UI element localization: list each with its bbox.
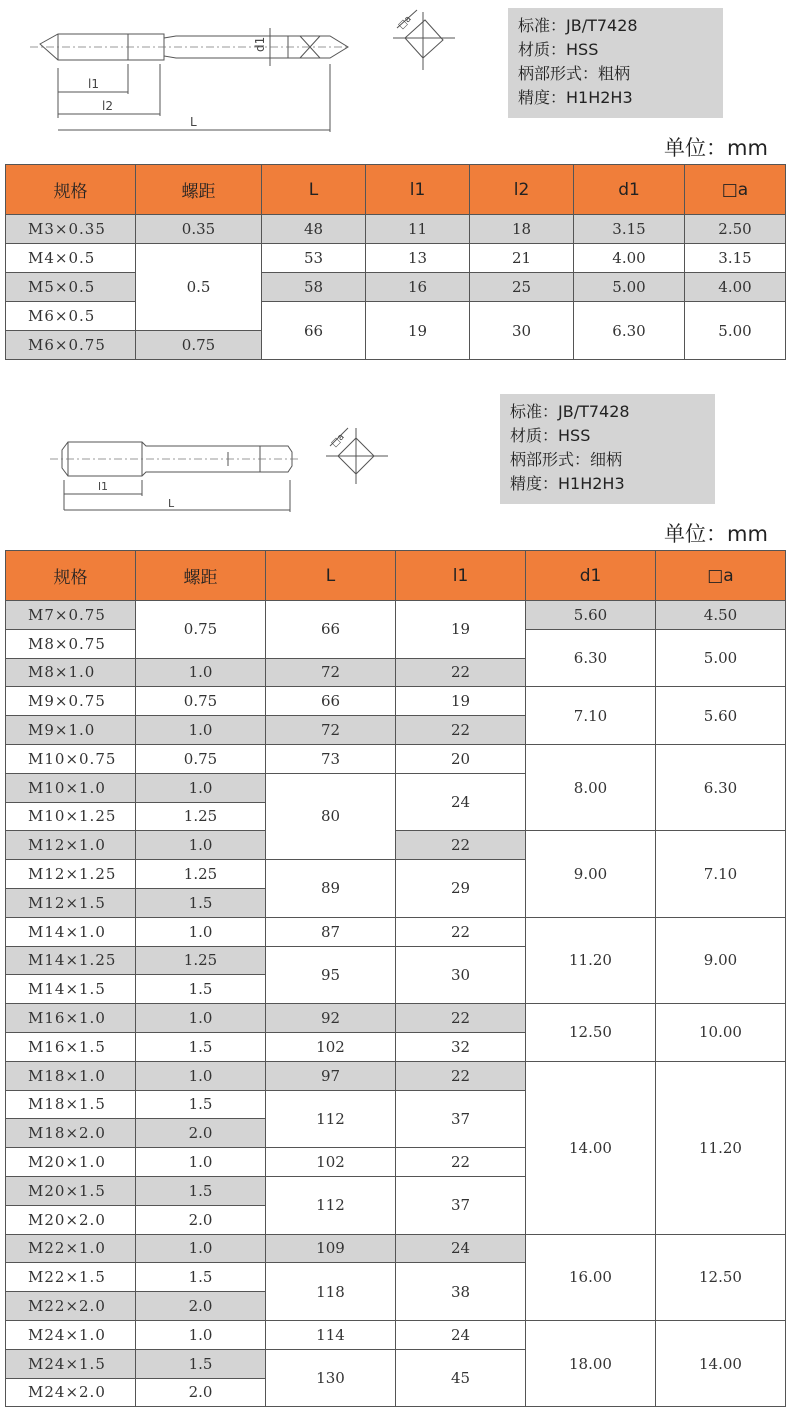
cell-pitch: 1.0	[136, 716, 266, 745]
cell-a: 9.00	[656, 917, 786, 1003]
cell-spec: M24×1.0	[6, 1320, 136, 1349]
cell-pitch: 0.75	[136, 601, 266, 659]
cell-spec: M12×1.25	[6, 860, 136, 889]
cell-pitch: 0.75	[136, 744, 266, 773]
cell-spec: M10×1.25	[6, 802, 136, 831]
header-pitch: 螺距	[136, 551, 266, 601]
cell-d1: 5.60	[526, 601, 656, 630]
info-material: 材质：HSS	[510, 426, 591, 445]
cell-L: 112	[266, 1090, 396, 1148]
spec-info-box-1	[508, 8, 723, 118]
cell-L: 95	[266, 946, 396, 1004]
cell-pitch: 2.0	[136, 1205, 266, 1234]
cell-a: 5.60	[656, 687, 786, 745]
cell-spec: M18×1.5	[6, 1090, 136, 1119]
cell-L: 72	[266, 658, 396, 687]
cell-l2: 21	[470, 244, 574, 273]
header-a: □a	[656, 551, 786, 601]
cell-a: 11.20	[656, 1061, 786, 1234]
cell-pitch: 1.0	[136, 917, 266, 946]
dim-l2-label: l2	[102, 99, 113, 113]
cell-l1: 19	[396, 687, 526, 716]
header-pitch: 螺距	[136, 165, 262, 215]
cell-d1: 8.00	[526, 744, 656, 830]
cell-spec: M20×1.5	[6, 1176, 136, 1205]
cell-l1: 11	[366, 215, 470, 244]
cell-pitch: 1.0	[136, 1234, 266, 1263]
cell-pitch: 0.35	[136, 215, 262, 244]
cell-pitch: 1.25	[136, 802, 266, 831]
table-row	[6, 744, 786, 773]
cell-L: 97	[266, 1061, 396, 1090]
cell-d1: 9.00	[526, 831, 656, 917]
cell-L: 109	[266, 1234, 396, 1263]
tap-drawing-thick-shank	[30, 8, 350, 138]
cell-L: 58	[262, 273, 366, 302]
cell-pitch: 1.0	[136, 773, 266, 802]
cell-spec: M5×0.5	[6, 273, 136, 302]
cell-d1: 18.00	[526, 1320, 656, 1406]
cell-spec: M8×1.0	[6, 658, 136, 687]
cell-spec: M6×0.75	[6, 331, 136, 360]
cell-l1: 13	[366, 244, 470, 273]
table-row	[6, 273, 786, 302]
cell-spec: M14×1.0	[6, 917, 136, 946]
cell-l1: 38	[396, 1263, 526, 1321]
cell-spec: M22×1.0	[6, 1234, 136, 1263]
cell-pitch: 1.0	[136, 831, 266, 860]
cell-spec: M16×1.5	[6, 1032, 136, 1061]
cell-L: 89	[266, 860, 396, 918]
spec-info-box-2	[500, 394, 715, 504]
cell-a: 5.00	[685, 302, 786, 360]
cell-spec: M8×0.75	[6, 629, 136, 658]
cell-spec: M16×1.0	[6, 1004, 136, 1033]
cell-spec: M24×2.0	[6, 1378, 136, 1407]
cell-a: 14.00	[656, 1320, 786, 1406]
cell-L: 73	[266, 744, 396, 773]
cell-spec: M12×1.5	[6, 888, 136, 917]
header-l2: l2	[470, 165, 574, 215]
cell-L: 130	[266, 1349, 396, 1407]
cell-pitch: 2.0	[136, 1119, 266, 1148]
cell-a: 5.00	[656, 629, 786, 687]
cell-pitch: 0.75	[136, 331, 262, 360]
cell-l1: 45	[396, 1349, 526, 1407]
cell-spec: M10×1.0	[6, 773, 136, 802]
cell-l1: 37	[396, 1090, 526, 1148]
cell-d1: 7.10	[526, 687, 656, 745]
info-standard: 标准：JB/T7428	[518, 16, 638, 35]
header-L: L	[266, 551, 396, 601]
cell-d1: 6.30	[526, 629, 656, 687]
cell-L: 66	[266, 687, 396, 716]
cell-a: 7.10	[656, 831, 786, 917]
cell-l1: 22	[396, 1061, 526, 1090]
cell-spec: M9×0.75	[6, 687, 136, 716]
cell-spec: M12×1.0	[6, 831, 136, 860]
cell-L: 118	[266, 1263, 396, 1321]
cell-L: 48	[262, 215, 366, 244]
cell-L: 92	[266, 1004, 396, 1033]
cell-a: 3.15	[685, 244, 786, 273]
cell-l1: 22	[396, 1148, 526, 1177]
square-section-drawing	[320, 418, 395, 488]
cell-a: 4.50	[656, 601, 786, 630]
cell-L: 80	[266, 773, 396, 859]
cell-l1: 22	[396, 716, 526, 745]
cell-l2: 18	[470, 215, 574, 244]
cell-pitch: 0.75	[136, 687, 266, 716]
cell-d1: 11.20	[526, 917, 656, 1003]
cell-L: 87	[266, 917, 396, 946]
cell-l1: 16	[366, 273, 470, 302]
dim-l1-label: l1	[88, 77, 99, 91]
cell-l1: 22	[396, 917, 526, 946]
cell-pitch: 1.25	[136, 860, 266, 889]
cell-L: 114	[266, 1320, 396, 1349]
cell-l1: 24	[396, 773, 526, 831]
cell-spec: M18×1.0	[6, 1061, 136, 1090]
table-row	[6, 215, 786, 244]
cell-a: 10.00	[656, 1004, 786, 1062]
cell-pitch: 1.0	[136, 658, 266, 687]
cell-pitch: 1.0	[136, 1004, 266, 1033]
info-material: 材质：HSS	[518, 40, 599, 59]
cell-pitch: 2.0	[136, 1378, 266, 1407]
dim-l1-label: l1	[98, 480, 109, 493]
header-l1: l1	[366, 165, 470, 215]
cell-pitch: 1.5	[136, 1263, 266, 1292]
table-row	[6, 601, 786, 630]
cell-d1: 16.00	[526, 1234, 656, 1320]
cell-d1: 6.30	[574, 302, 685, 360]
cell-spec: M20×2.0	[6, 1205, 136, 1234]
cell-spec: M20×1.0	[6, 1148, 136, 1177]
cell-l1: 30	[396, 946, 526, 1004]
dim-d1-label: d1	[253, 36, 267, 52]
table-row	[6, 831, 786, 860]
cell-pitch: 1.5	[136, 1176, 266, 1205]
info-shank-type: 柄部形式：细柄	[510, 450, 623, 469]
table-row	[6, 1320, 786, 1349]
cell-l1: 37	[396, 1176, 526, 1234]
cell-L: 66	[262, 302, 366, 360]
cell-pitch: 1.5	[136, 1090, 266, 1119]
cell-spec: M9×1.0	[6, 716, 136, 745]
cell-d1: 14.00	[526, 1061, 656, 1234]
header-spec: 规格	[6, 165, 136, 215]
cell-spec: M3×0.35	[6, 215, 136, 244]
cell-spec: M6×0.5	[6, 302, 136, 331]
cell-pitch: 1.25	[136, 946, 266, 975]
dim-L-label: L	[168, 497, 175, 510]
cell-spec: M24×1.5	[6, 1349, 136, 1378]
cell-L: 112	[266, 1176, 396, 1234]
cell-spec: M22×1.5	[6, 1263, 136, 1292]
cell-spec: M7×0.75	[6, 601, 136, 630]
header-L: L	[262, 165, 366, 215]
cell-d1: 5.00	[574, 273, 685, 302]
cell-l1: 19	[366, 302, 470, 360]
tap-drawing-thin-shank	[50, 430, 300, 520]
unit-label-2: 单位：mm	[664, 522, 768, 546]
cell-pitch: 2.0	[136, 1292, 266, 1321]
cell-pitch: 1.0	[136, 1148, 266, 1177]
cell-L: 102	[266, 1032, 396, 1061]
cell-l1: 32	[396, 1032, 526, 1061]
table-row	[6, 1004, 786, 1033]
header-spec: 规格	[6, 551, 136, 601]
cell-spec: M4×0.5	[6, 244, 136, 273]
header-d1: d1	[526, 551, 656, 601]
cell-pitch: 1.5	[136, 1349, 266, 1378]
info-precision: 精度：H1H2H3	[518, 88, 633, 107]
cell-l1: 22	[396, 831, 526, 860]
cell-pitch: 1.0	[136, 1320, 266, 1349]
cell-L: 72	[266, 716, 396, 745]
square-section-drawing	[385, 8, 460, 78]
spec-table-2	[5, 550, 786, 1407]
cell-d1: 4.00	[574, 244, 685, 273]
table-row	[6, 244, 786, 273]
dim-L-label: L	[190, 115, 197, 129]
cell-l1: 22	[396, 658, 526, 687]
cell-pitch: 1.5	[136, 1032, 266, 1061]
cell-spec: M10×0.75	[6, 744, 136, 773]
cell-a: 4.00	[685, 273, 786, 302]
cell-l1: 19	[396, 601, 526, 659]
table-row	[6, 1234, 786, 1263]
cell-l1: 22	[396, 1004, 526, 1033]
cell-l1: 24	[396, 1320, 526, 1349]
table-header-row	[6, 551, 786, 601]
info-standard: 标准：JB/T7428	[510, 402, 630, 421]
cell-spec: M18×2.0	[6, 1119, 136, 1148]
cell-l1: 24	[396, 1234, 526, 1263]
cell-pitch: 1.0	[136, 1061, 266, 1090]
unit-label-1: 单位：mm	[664, 136, 768, 160]
cell-a: 12.50	[656, 1234, 786, 1320]
dim-a-label: □a	[329, 432, 347, 450]
cell-pitch: 1.5	[136, 975, 266, 1004]
cell-d1: 12.50	[526, 1004, 656, 1062]
dim-a-label: □a	[396, 14, 414, 32]
cell-a: 6.30	[656, 744, 786, 830]
table-row	[6, 687, 786, 716]
cell-d1: 3.15	[574, 215, 685, 244]
table-row	[6, 917, 786, 946]
cell-spec: M14×1.25	[6, 946, 136, 975]
cell-a: 2.50	[685, 215, 786, 244]
spec-table-1	[5, 164, 786, 360]
cell-pitch: 1.5	[136, 888, 266, 917]
cell-L: 102	[266, 1148, 396, 1177]
cell-l2: 25	[470, 273, 574, 302]
cell-l2: 30	[470, 302, 574, 360]
table-header-row	[6, 165, 786, 215]
cell-pitch: 0.5	[136, 244, 262, 331]
info-precision: 精度：H1H2H3	[510, 474, 625, 493]
cell-spec: M14×1.5	[6, 975, 136, 1004]
cell-L: 53	[262, 244, 366, 273]
cell-spec: M22×2.0	[6, 1292, 136, 1321]
header-d1: d1	[574, 165, 685, 215]
header-a: □a	[685, 165, 786, 215]
table-row	[6, 1061, 786, 1090]
cell-L: 66	[266, 601, 396, 659]
cell-l1: 20	[396, 744, 526, 773]
info-shank-type: 柄部形式：粗柄	[518, 64, 631, 83]
header-l1: l1	[396, 551, 526, 601]
table-row	[6, 302, 786, 331]
cell-l1: 29	[396, 860, 526, 918]
